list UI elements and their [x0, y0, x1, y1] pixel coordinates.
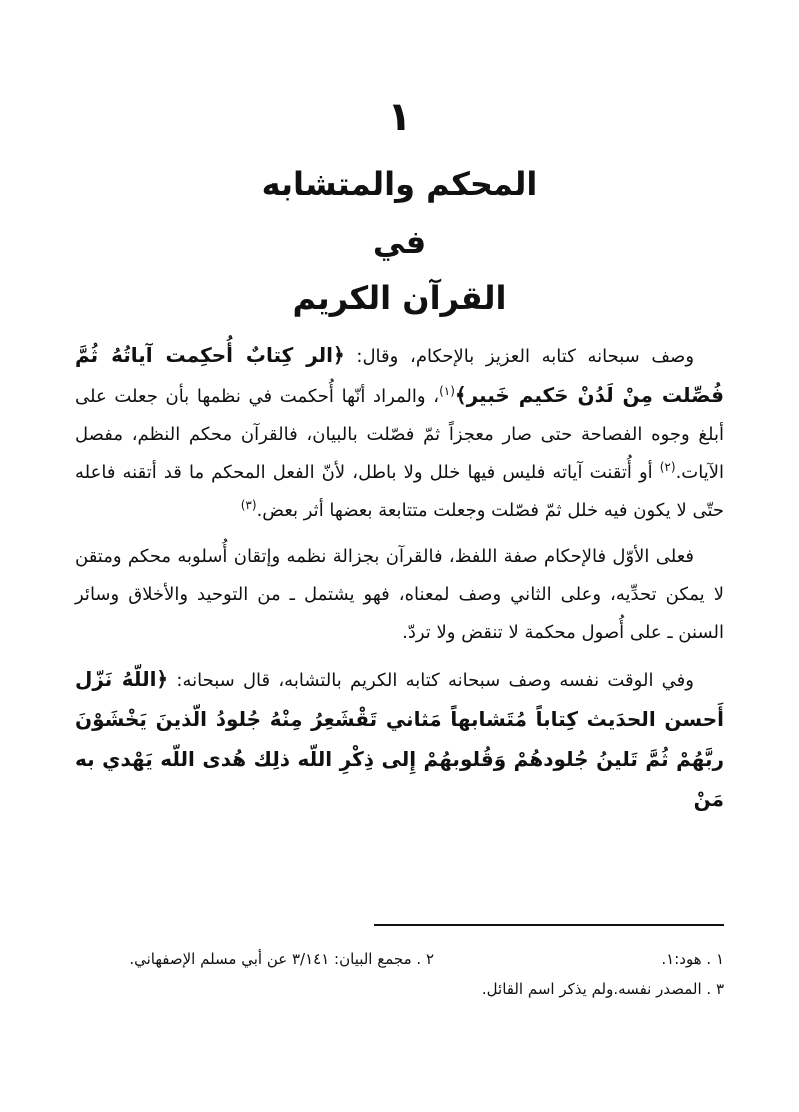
paragraph-3-intro: وفي الوقت نفسه وصف سبحانه كتابه الكريم بالتشابه، قال سبحانه: [168, 670, 694, 691]
footnote-1: ١ . هود:١. [661, 950, 724, 968]
paragraph-1-text-2: ، والمراد أنّها أُحكمت في نظمها بأن جعلت على أبلغ وجوه الفصاحة حتى صار معجزاً ثمّ فصّلت بالبيان، فالقرآن محكم النظم، مفصل الآيات. [75, 386, 724, 483]
paragraph-3 [75, 660, 724, 820]
paragraph-1-intro: وصف سبحانه كتابه العزيز بالإحكام، وقال: [344, 346, 695, 367]
chapter-title-line-2: في [372, 223, 427, 261]
book-page [75, 0, 724, 1112]
paragraph-1-text-3: أو أُتقنت آياته فليس فيها خلل ولا باطل، لأنّ الفعل المحكم ما قد أتقنه فاعله حتّى لا يكون فيه خلل ثمّ فصّلت وجعلت متتابعة بعضها أثر بعض. [75, 462, 724, 521]
footnote-2: ٢ . مجمع البيان: ٣/١٤١ عن أبي مسلم الإصفهاني. [129, 950, 434, 968]
paragraph-2 [75, 538, 724, 652]
footnote-ref-2[interactable]: (٢) [659, 460, 676, 474]
footnote-ref-3[interactable]: (٣) [240, 498, 257, 512]
chapter-title-line-1: المحكم والمتشابه [261, 165, 538, 203]
quran-verse-2: ﴿اللّهُ نَزّل أَحسن الحدَيث كِتاباً مُتَشابهاً مَثاني تَقْشَعِرُ مِنْهُ جُلودُ الّذينَ يَخْشَوْنَ ربَّهُمْ ثُمَّ تَلينُ جُلودهُمْ وَقُلوبهُمْ إِلى ذِكْرِ اللّه ذلِك هُدى اللّه يَهْدي به مَنْ [75, 667, 724, 811]
paragraph-2-text: فعلى الأوّل فالإحكام صفة اللفظ، فالقرآن بجزالة نظمه وإتقان أُسلوبه محكم ومتقن لا يمكن تحدِّيه، وعلى الثاني وصف لمعناه، فهو يشتمل ـ من التوحيد والأخلاق وسائر السنن ـ على أُصول محكمة لا تنقض ولا تردّ. [75, 546, 724, 643]
chapter-number: ١ [387, 94, 412, 140]
quran-verse-1: ﴿الر كِتابٌ أُحكِمت آياتُهُ ثُمَّ فُصِّلت مِنْ لَدُنْ حَكيم خَبير﴾ [75, 343, 724, 407]
footnotes [75, 944, 724, 1004]
footnote-3: ٣ . المصدر نفسه.ولم يذكر اسم القائل. [481, 980, 724, 998]
chapter-title-line-3: القرآن الكريم [292, 279, 507, 317]
body-text [75, 336, 724, 828]
footnote-ref-1[interactable]: (١) [439, 384, 455, 398]
footnote-separator [374, 924, 724, 926]
footnote-row-2 [75, 974, 724, 1004]
paragraph-1 [75, 336, 724, 530]
footnote-row-1 [75, 944, 724, 974]
